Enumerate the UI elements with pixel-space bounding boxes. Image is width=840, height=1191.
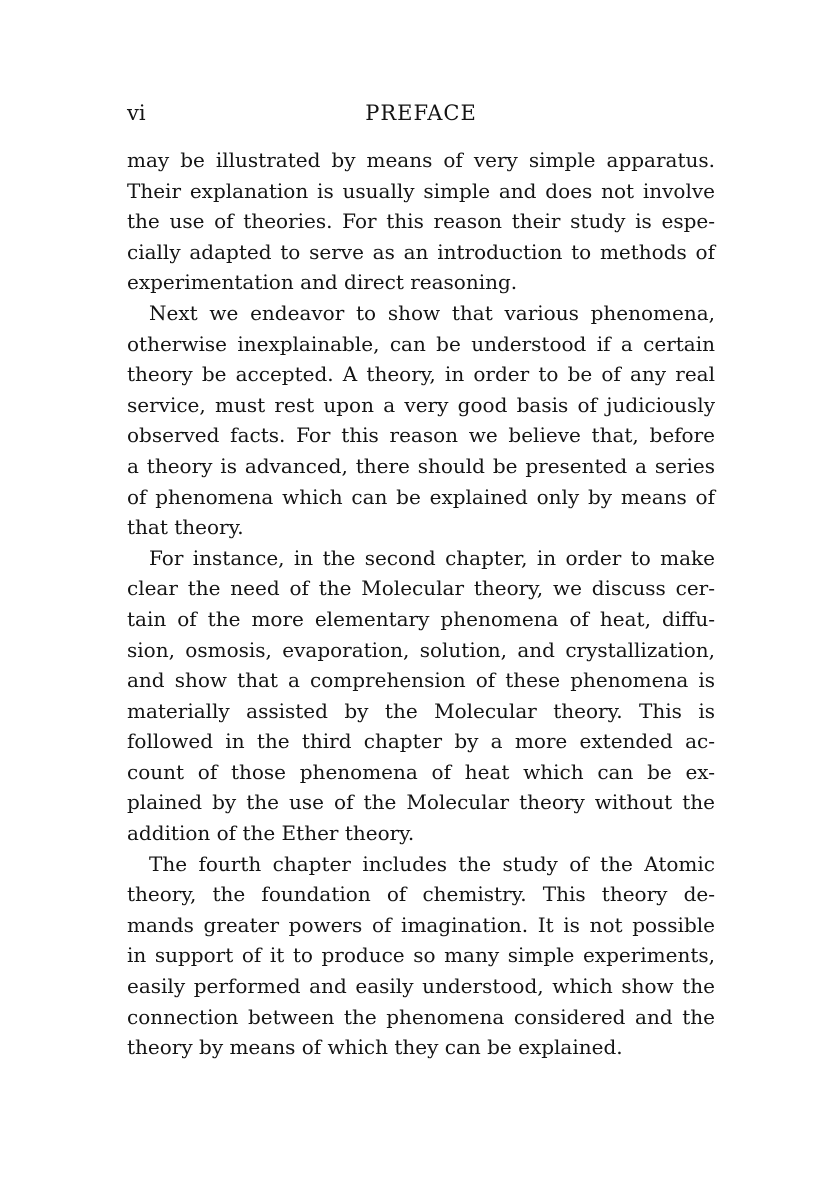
text-line: cially adapted to serve as an introduction to methods of xyxy=(127,239,715,264)
text-line: theory be accepted. A theory, in order to be of any real xyxy=(127,362,715,387)
text-line: a theory is advanced, there should be presented a series xyxy=(127,453,715,478)
preface-body xyxy=(127,145,715,1063)
text-line: tain of the more elementary phenomena of heat, diffu- xyxy=(127,606,715,631)
text-line: sion, osmosis, evaporation, solution, and crystallization, xyxy=(127,637,715,662)
text-line: mands greater powers of imagination. It is not possible xyxy=(127,912,715,937)
paragraph xyxy=(127,298,715,543)
text-line: followed in the third chapter by a more extended ac- xyxy=(127,729,715,754)
paragraph xyxy=(127,849,715,1063)
text-line: and show that a comprehension of these phenomena is xyxy=(127,668,715,693)
text-line: connection between the phenomena considered and the xyxy=(127,1004,715,1029)
page-header xyxy=(127,98,715,128)
paragraph xyxy=(127,543,715,849)
text-line: that theory. xyxy=(127,515,244,540)
text-line: Their explanation is usually simple and does not involve xyxy=(127,178,715,203)
text-line: experimentation and direct reasoning. xyxy=(127,270,518,295)
text-line: service, must rest upon a very good basis of judiciously xyxy=(127,392,715,417)
text-line: theory by means of which they can be explained. xyxy=(127,1035,623,1060)
text-line: may be illustrated by means of very simple apparatus. xyxy=(127,148,715,172)
text-line: materially assisted by the Molecular theory. This is xyxy=(127,698,715,723)
paragraph xyxy=(127,145,715,298)
text-line: observed facts. For this reason we believe that, before xyxy=(127,423,715,448)
text-line: clear the need of the Molecular theory, we discuss cer- xyxy=(127,576,715,601)
text-line: count of those phenomena of heat which can be ex- xyxy=(127,759,715,784)
text-line: otherwise inexplainable, can be understood if a certain xyxy=(127,331,715,356)
text-line: Next we endeavor to show that various phenomena, xyxy=(149,300,715,325)
text-line: of phenomena which can be explained only by means of xyxy=(127,484,715,509)
text-line: theory, the foundation of chemistry. This theory de- xyxy=(127,882,715,907)
text-line: the use of theories. For this reason their study is espe- xyxy=(127,209,715,234)
text-line: in support of it to produce so many simple experiments, xyxy=(127,943,715,968)
text-line: easily performed and easily understood, which show the xyxy=(127,974,715,999)
text-line: For instance, in the second chapter, in order to make xyxy=(149,545,715,570)
text-line: addition of the Ether theory. xyxy=(127,821,415,846)
text-line: plained by the use of the Molecular theory without the xyxy=(127,790,715,815)
page-number: vi xyxy=(127,101,146,125)
running-head-title: PREFACE xyxy=(365,101,477,125)
text-line: The fourth chapter includes the study of the Atomic xyxy=(149,851,715,876)
